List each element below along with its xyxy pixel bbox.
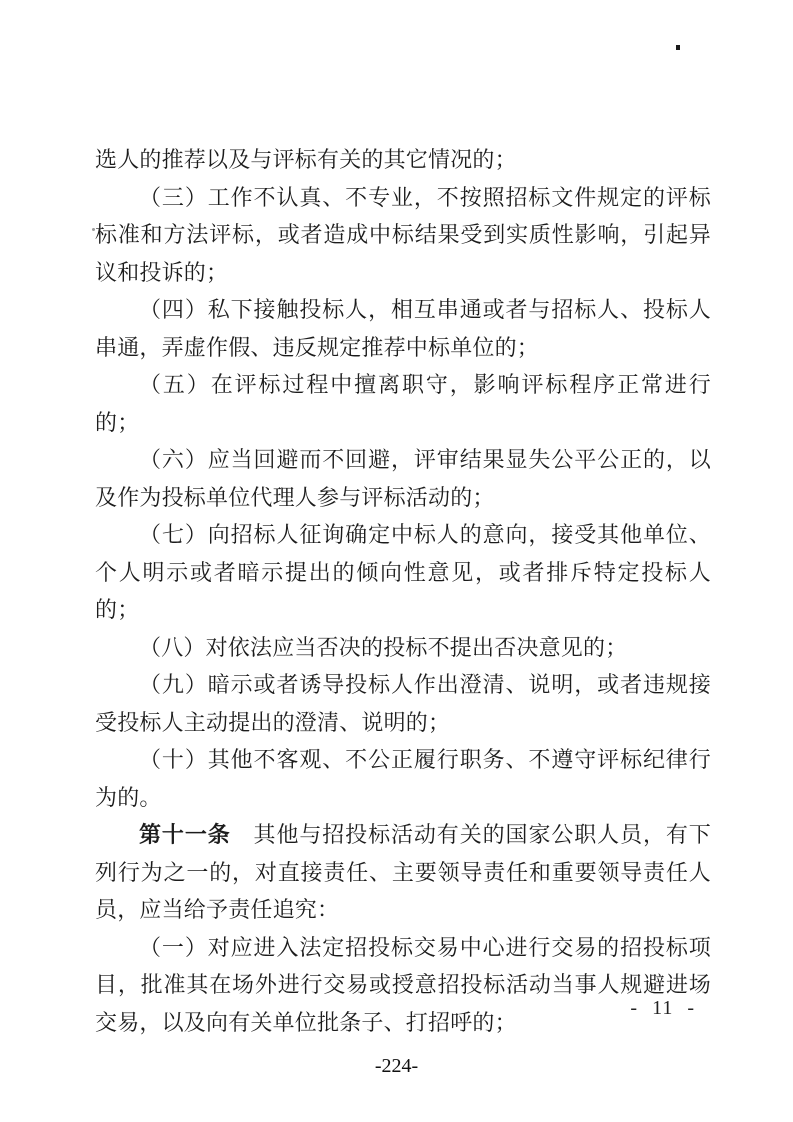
document-body bbox=[95, 141, 711, 1041]
paragraph: 第十一条 其他与招投标活动有关的国家公职人员，有下列行为之一的，对直接责任、主要领导责任和重要领导责任人员，应当给予责任追究： bbox=[95, 822, 711, 922]
article-number: 第十一条 bbox=[139, 822, 231, 847]
paragraph: （三）工作不认真、不专业，不按照招标文件规定的评标标准和方法评标，或者造成中标结果受到实质性影响，引起异议和投诉的； bbox=[95, 184, 711, 285]
paragraph: （四）私下接触投标人，相互串通或者与招标人、投标人串通，弄虚作假、违反规定推荐中标单位的； bbox=[95, 297, 711, 360]
paragraph: （十）其他不客观、不公正履行职务、不遵守评标纪律行为的。 bbox=[95, 747, 711, 810]
paragraph: （六）应当回避而不回避，评审结果显失公平公正的，以及作为投标单位代理人参与评标活动的； bbox=[95, 447, 711, 510]
paragraph: （九）暗示或者诱导投标人作出澄清、说明，或者违规接受投标人主动提出的澄清、说明的； bbox=[95, 672, 711, 735]
scan-artifact-speck bbox=[92, 228, 95, 231]
paragraph: （八）对依法应当否决的投标不提出否决意见的； bbox=[139, 634, 628, 660]
paragraph: 选人的推荐以及与评标有关的其它情况的； bbox=[95, 147, 517, 172]
paragraph: （一）对应进入法定招投标交易中心进行交易的招投标项目，批准其在场外进行交易或授意招投标活动当事人规避进场交易，以及向有关单位批条子、打招呼的； bbox=[95, 934, 711, 1035]
page-number-side: - 11 - bbox=[630, 997, 695, 1019]
page-number-bottom: -224- bbox=[374, 1055, 419, 1077]
paragraph: （五）在评标过程中擅离职守，影响评标程序正常进行的； bbox=[95, 372, 711, 435]
scan-artifact-dot bbox=[676, 45, 680, 50]
paragraph: （七）向招标人征询确定中标人的意向，接受其他单位、个人明示或者暗示提出的倾向性意见，或者排斥特定投标人的； bbox=[95, 522, 711, 622]
